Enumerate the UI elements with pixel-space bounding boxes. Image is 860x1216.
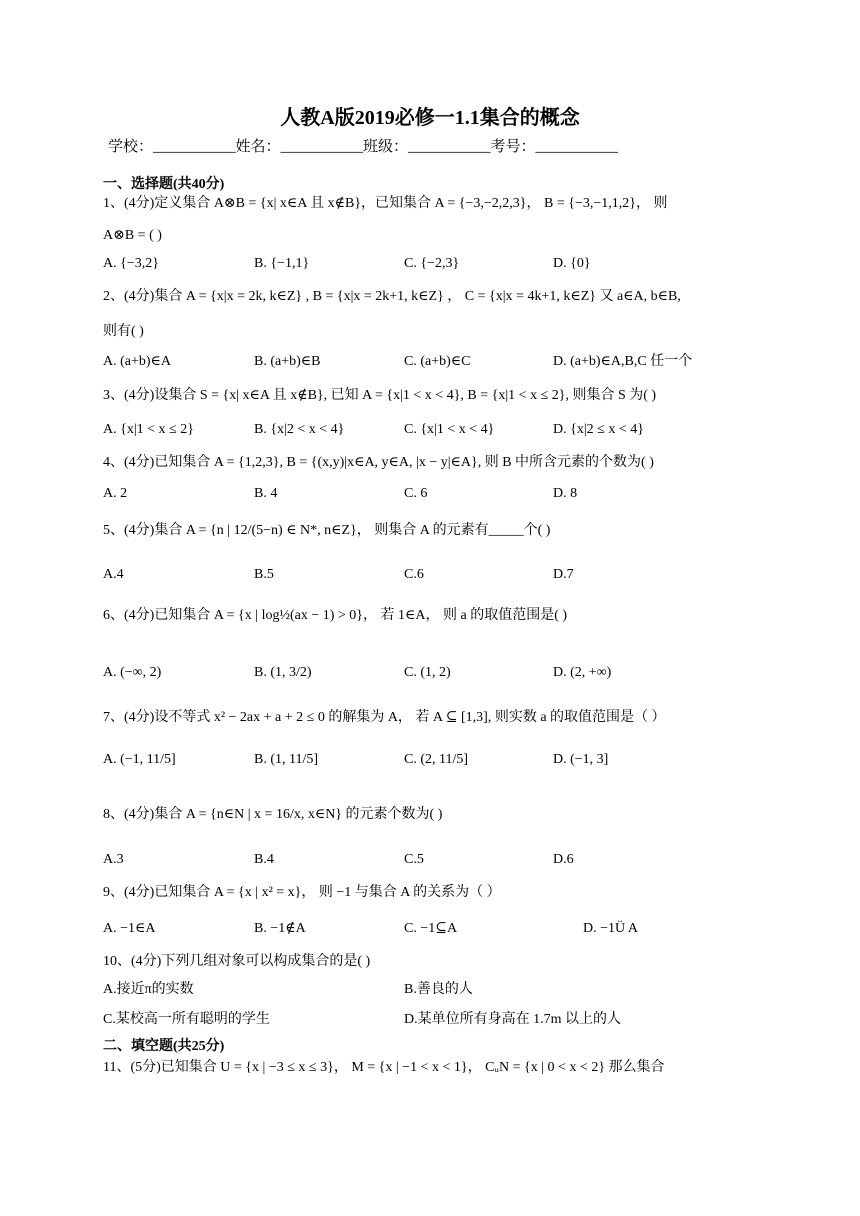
question-3-option-c: C. {x|1 < x < 4} xyxy=(404,422,495,437)
question-5-option-b: B.5 xyxy=(254,567,274,582)
question-6-option-d: D. (2, +∞) xyxy=(553,665,612,680)
question-3-option-b: B. {x|2 < x < 4} xyxy=(254,422,345,437)
question-10-text: 10、(4分)下列几组对象可以构成集合的是( ) xyxy=(103,954,371,969)
question-6-option-a: A. (−∞, 2) xyxy=(103,665,162,680)
question-8-option-a: A.3 xyxy=(103,852,124,867)
question-9-option-c: C. −1⊆A xyxy=(404,921,458,936)
question-6-option-b: B. (1, 3/2) xyxy=(254,665,312,680)
question-1-option-b: B. {−1,1} xyxy=(254,256,310,271)
question-9-option-d: D. −1Ü A xyxy=(583,921,638,936)
question-5-option-a: A.4 xyxy=(103,567,124,582)
question-2-option-b: B. (a+b)∈B xyxy=(254,354,321,369)
question-7-option-a: A. (−1, 11/5] xyxy=(103,752,176,767)
question-8-option-b: B.4 xyxy=(254,852,274,867)
question-9-option-b: B. −1∉A xyxy=(254,921,306,936)
question-4-option-b: B. 4 xyxy=(254,486,278,501)
question-3-option-a: A. {x|1 < x ≤ 2} xyxy=(103,422,194,437)
question-2-text-cont: 则有( ) xyxy=(103,324,144,339)
section-heading-choice: 一、选择题(共40分) xyxy=(103,177,225,192)
question-8-text: 8、(4分)集合 A = {n∈N | x = 16/x, x∈N} 的元素个数为( ) xyxy=(103,807,443,822)
question-11-text: 11、(5分)已知集合 U = {x | −3 ≤ x ≤ 3}， M = {x | −1 < x < 1}， CᵤN = {x | 0 < x < 2} 那么集合 xyxy=(103,1060,665,1075)
question-1-text: 1、(4分)定义集合 A⊗B = {x| x∈A 且 x∉B}，已知集合 A = {−3,−2,2,3}， B = {−3,−1,1,2}， 则 xyxy=(103,196,668,211)
question-7-option-d: D. (−1, 3] xyxy=(553,752,609,767)
question-6-option-c: C. (1, 2) xyxy=(404,665,451,680)
question-8-option-d: D.6 xyxy=(553,852,574,867)
question-4-option-a: A. 2 xyxy=(103,486,128,501)
question-1-option-d: D. {0} xyxy=(553,256,591,271)
question-10-option-c: C.某校高一所有聪明的学生 xyxy=(103,1012,270,1027)
question-1-option-c: C. {−2,3} xyxy=(404,256,460,271)
question-3-text: 3、(4分)设集合 S = {x| x∈A 且 x∉B}, 已知 A = {x|1 < x < 4}, B = {x|1 < x ≤ 2}, 则集合 S 为( ) xyxy=(103,388,657,403)
question-4-option-c: C. 6 xyxy=(404,486,428,501)
question-1-option-a: A. {−3,2} xyxy=(103,256,159,271)
question-10-option-d: D.某单位所有身高在 1.7m 以上的人 xyxy=(404,1012,621,1027)
section-heading-fill: 二、填空题(共25分) xyxy=(103,1039,225,1054)
question-9-text: 9、(4分)已知集合 A = {x | x² = x}， 则 −1 与集合 A 的关系为（ ） xyxy=(103,885,501,900)
page-title: 人教A版2019必修一1.1集合的概念 xyxy=(280,107,580,129)
question-8-option-c: C.5 xyxy=(404,852,424,867)
question-3-option-d: D. {x|2 ≤ x < 4} xyxy=(553,422,644,437)
question-5-text: 5、(4分)集合 A = {n | 12/(5−n) ∈ N*, n∈Z}， 则集合 A 的元素有_____个( ) xyxy=(103,523,551,538)
question-1-text-cont: A⊗B = ( ) xyxy=(103,228,162,243)
question-2-option-c: C. (a+b)∈C xyxy=(404,354,471,369)
question-6-text: 6、(4分)已知集合 A = {x | log½(ax − 1) > 0}， 若 1∈A， 则 a 的取值范围是( ) xyxy=(103,608,568,623)
question-2-text: 2、(4分)集合 A = {x|x = 2k, k∈Z} , B = {x|x = 2k+1, k∈Z} ， C = {x|x = 4k+1, k∈Z} 又 a∈A, b∈B, xyxy=(103,289,681,304)
question-5-option-d: D.7 xyxy=(553,567,574,582)
question-4-text: 4、(4分)已知集合 A = {1,2,3}, B = {(x,y)|x∈A, y∈A, |x − y|∈A}, 则 B 中所含元素的个数为( ) xyxy=(103,455,654,470)
question-9-option-a: A. −1∈A xyxy=(103,921,156,936)
question-2-option-d: D. (a+b)∈A,B,C 任一个 xyxy=(553,354,693,369)
question-4-option-d: D. 8 xyxy=(553,486,578,501)
question-7-text: 7、(4分)设不等式 x² − 2ax + a + 2 ≤ 0 的解集为 A， 若 A ⊆ [1,3], 则实数 a 的取值范围是（ ） xyxy=(103,710,666,725)
question-7-option-b: B. (1, 11/5] xyxy=(254,752,319,767)
question-7-option-c: C. (2, 11/5] xyxy=(404,752,469,767)
question-10-option-a: A.接近π的实数 xyxy=(103,982,194,997)
question-5-option-c: C.6 xyxy=(404,567,424,582)
question-2-option-a: A. (a+b)∈A xyxy=(103,354,172,369)
student-info-line: 学校：___________姓名：___________班级：___________考号：___________ xyxy=(108,139,619,155)
question-10-option-b: B.善良的人 xyxy=(404,982,473,997)
